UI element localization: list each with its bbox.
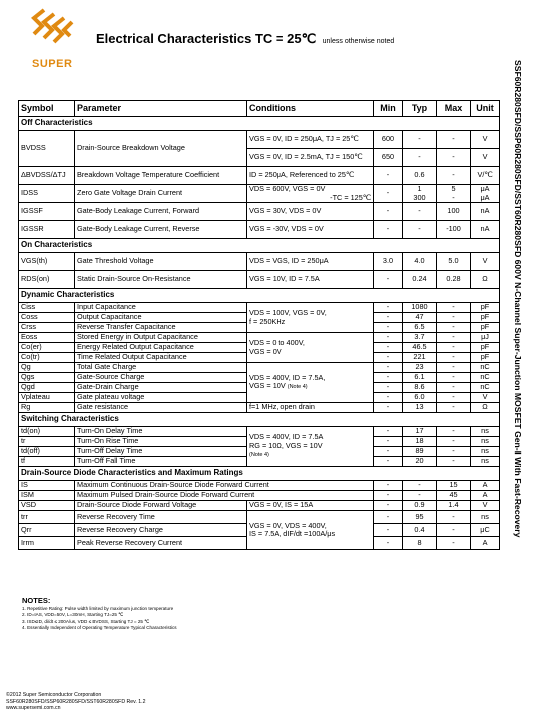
cell-typ: 8.6 <box>403 383 437 393</box>
table-row <box>19 221 500 239</box>
cell-min: - <box>374 167 403 185</box>
cell-min: - <box>374 383 403 393</box>
cell-condition <box>247 511 374 550</box>
cell-symbol: IS <box>19 481 75 491</box>
cell-unit: ns <box>471 511 500 524</box>
idss-cond-2: -TC = 125℃ <box>330 192 371 202</box>
cell-parameter: Turn-On Delay Time <box>75 427 247 437</box>
cell-symbol: td(off) <box>19 447 75 457</box>
cell-symbol: Qrr <box>19 524 75 537</box>
cell-min: - <box>374 457 403 467</box>
cell-symbol: VSD <box>19 501 75 511</box>
cell-max: - <box>437 353 471 363</box>
cell-typ: - <box>403 481 437 491</box>
cell-unit: Ω <box>471 271 500 289</box>
cell-typ: 95 <box>403 511 437 524</box>
cell-max: 0.28 <box>437 271 471 289</box>
cell-unit: nC <box>471 383 500 393</box>
cell-unit: nC <box>471 373 500 383</box>
cell-min: - <box>374 303 403 313</box>
cell-symbol: Vplateau <box>19 393 75 403</box>
cell-min: - <box>374 393 403 403</box>
note-item: 2. ID=IAS, VDD=50V, L=30mH, Starting TJ=25 ℃ <box>22 612 124 618</box>
cell-condition: VDS = VGS, ID = 250μA <box>247 253 374 271</box>
cell-max: 5.0 <box>437 253 471 271</box>
dyn-cond-1a: VDS = 100V, VGS = 0V, <box>249 308 327 318</box>
cell-symbol: tf <box>19 457 75 467</box>
cell-condition: VGS = 0V, ID = 2.5mA, TJ = 150℃ <box>247 149 374 167</box>
side-part-number: SSF60R280SFD/SSP60R280SFD/SST60R280SFD 600V N-Channel Super-Junction MOSFET Gen-Ⅱ With Fast-Recovery <box>513 60 523 538</box>
cell-min: - <box>374 373 403 383</box>
cell-symbol: IDSS <box>19 185 75 203</box>
cell-condition <box>247 363 374 403</box>
cell-unit: μJ <box>471 333 500 343</box>
cell-min: - <box>374 427 403 437</box>
cell-min: - <box>374 221 403 239</box>
cell-max: - <box>437 383 471 393</box>
cell-parameter: Time Related Output Capacitance <box>75 353 247 363</box>
cell-typ: 23 <box>403 363 437 373</box>
cell-typ: 13 <box>403 403 437 413</box>
cell-max: - <box>437 167 471 185</box>
cell-max: - <box>437 537 471 550</box>
cell-typ: 18 <box>403 437 437 447</box>
notes <box>22 598 177 632</box>
cell-min: - <box>374 363 403 373</box>
table-row <box>19 481 500 491</box>
idss-unit-2: μA <box>480 192 490 202</box>
cell-condition: VGS = 30V, VDS = 0V <box>247 203 374 221</box>
cell-typ: - <box>403 221 437 239</box>
cell-condition <box>247 185 374 203</box>
note-item: 1. Repetitive Rating: Pulse width limited by maximum junction temperature <box>22 605 174 611</box>
cell-parameter: Static Drain-Source On-Resistance <box>75 271 247 289</box>
cell-symbol: ΔBVDSS/ΔTJ <box>19 167 75 185</box>
cell-symbol: VGS(th) <box>19 253 75 271</box>
note-item: 3. ISD≤ID, di/dt ≤ 200A/us, VDD ≤ BVDSS, Starting TJ = 25 ℃ <box>22 618 150 624</box>
revision: SSF60R280SFD/SSP60R280SFD/SST60R280SFD Rev. 1.2 <box>6 698 146 705</box>
cell-parameter: Energy Related Output Capacitance <box>75 343 247 353</box>
cell-typ: 0.4 <box>403 524 437 537</box>
cell-symbol: Qg <box>19 363 75 373</box>
cell-max: 100 <box>437 203 471 221</box>
table-header <box>19 101 500 117</box>
cell-unit: A <box>471 491 500 501</box>
section-switching: Switching Characteristics <box>19 413 500 427</box>
rr-cond-b: IS = 7.5A, dIF/dt =100A/μs <box>249 529 336 538</box>
cell-unit: V <box>471 393 500 403</box>
cell-typ: 17 <box>403 427 437 437</box>
idss-unit-1: μA <box>480 184 490 194</box>
cell-symbol: Qgs <box>19 373 75 383</box>
cell-min: - <box>374 481 403 491</box>
section-dynamic: Dynamic Characteristics <box>19 289 500 303</box>
table-row <box>19 185 500 203</box>
cell-unit: ns <box>471 427 500 437</box>
cell-unit: nA <box>471 221 500 239</box>
cell-symbol: Co(er) <box>19 343 75 353</box>
cell-unit: ns <box>471 447 500 457</box>
super-logo-icon <box>30 8 74 56</box>
dyn-cond-2b: VGS = 0V <box>249 346 282 356</box>
cell-parameter: Gate-Drain Charge <box>75 383 247 393</box>
cell-condition <box>247 303 374 333</box>
cell-typ: 6.5 <box>403 323 437 333</box>
cell-symbol: tr <box>19 437 75 447</box>
cell-unit: pF <box>471 303 500 313</box>
sw-cond-b: RG = 10Ω, VGS = 10V <box>249 440 323 450</box>
cell-symbol: IGSSR <box>19 221 75 239</box>
header-symbol: Symbol <box>19 101 75 117</box>
cell-unit: pF <box>471 323 500 333</box>
cell-typ: 0.9 <box>403 501 437 511</box>
dyn-cond-3c: (Note 4) <box>287 384 308 390</box>
cell-typ: - <box>403 203 437 221</box>
cell-min: - <box>374 185 403 203</box>
cell-condition: VGS = -30V, VDS = 0V <box>247 221 374 239</box>
cell-parameter: Input Capacitance <box>75 303 247 313</box>
cell-parameter: Reverse Recovery Time <box>75 511 247 524</box>
cell-condition: VGS = 0V, IS = 15A <box>247 501 374 511</box>
cell-max: - <box>437 437 471 447</box>
cell-min: 650 <box>374 149 403 167</box>
cell-parameter: Turn-On Rise Time <box>75 437 247 447</box>
table-row <box>19 131 500 149</box>
cell-condition <box>247 333 374 363</box>
cell-unit: V <box>471 149 500 167</box>
electrical-characteristics-table <box>18 100 500 550</box>
header-min: Min <box>374 101 403 117</box>
cell-parameter: Output Capacitance <box>75 313 247 323</box>
title-sub: unless otherwise noted <box>322 38 395 45</box>
cell-max: - <box>437 524 471 537</box>
cell-symbol: IGSSF <box>19 203 75 221</box>
cell-typ: - <box>403 131 437 149</box>
cell-parameter: Reverse Transfer Capacitance <box>75 323 247 333</box>
cell-min: - <box>374 491 403 501</box>
brand-name: SUPER <box>32 58 73 70</box>
section-diode: Drain-Source Diode Characteristics and Maximum Ratings <box>19 467 500 481</box>
cell-symbol: Irrm <box>19 537 75 550</box>
cell-typ: 3.7 <box>403 333 437 343</box>
cell-typ: 6.1 <box>403 373 437 383</box>
table-row <box>19 491 500 501</box>
cell-unit: nC <box>471 363 500 373</box>
cell-unit: pF <box>471 313 500 323</box>
cell-parameter: Stored Energy in Output Capacitance <box>75 333 247 343</box>
header-max: Max <box>437 101 471 117</box>
cell-typ: - <box>403 491 437 501</box>
cell-max: -100 <box>437 221 471 239</box>
cell-max: 45 <box>437 491 471 501</box>
cell-min: - <box>374 501 403 511</box>
cell-typ: 6.0 <box>403 393 437 403</box>
cell-condition: f=1 MHz, open drain <box>247 403 374 413</box>
table-row <box>19 333 500 343</box>
cell-min: - <box>374 511 403 524</box>
cell-parameter: Gate plateau voltage <box>75 393 247 403</box>
title-main: Electrical Characteristics TC = 25℃ <box>96 31 317 46</box>
cell-max: - <box>437 457 471 467</box>
cell-symbol: Coss <box>19 313 75 323</box>
cell-condition <box>247 427 374 467</box>
cell-min: 3.0 <box>374 253 403 271</box>
table-row <box>19 167 500 185</box>
cell-parameter: Drain-Source Breakdown Voltage <box>75 131 247 167</box>
cell-symbol: Qgd <box>19 383 75 393</box>
cell-unit: pF <box>471 343 500 353</box>
header-conditions: Conditions <box>247 101 374 117</box>
cell-max <box>437 185 471 203</box>
cell-unit: Ω <box>471 403 500 413</box>
cell-parameter: Maximum Continuous Drain-Source Diode Forward Current <box>75 481 374 491</box>
cell-unit: A <box>471 481 500 491</box>
cell-max: - <box>437 333 471 343</box>
cell-symbol: Eoss <box>19 333 75 343</box>
section-off: Off Characteristics <box>19 117 500 131</box>
cell-symbol: Crss <box>19 323 75 333</box>
cell-symbol: td(on) <box>19 427 75 437</box>
cell-max: 1.4 <box>437 501 471 511</box>
cell-max: - <box>437 393 471 403</box>
cell-min: 600 <box>374 131 403 149</box>
sw-cond-a: VDS = 400V, ID = 7.5A <box>249 432 324 442</box>
dyn-cond-2a: VDS = 0 to 400V, <box>249 338 305 348</box>
cell-max: 15 <box>437 481 471 491</box>
header-unit: Unit <box>471 101 500 117</box>
cell-condition: VGS = 0V, ID = 250μA, TJ = 25℃ <box>247 131 374 149</box>
cell-min: - <box>374 323 403 333</box>
cell-symbol: Rg <box>19 403 75 413</box>
cell-max: - <box>437 313 471 323</box>
cell-parameter: Turn-Off Delay Time <box>75 447 247 457</box>
cell-unit: ns <box>471 457 500 467</box>
cell-parameter: Breakdown Voltage Temperature Coefficient <box>75 167 247 185</box>
cell-unit: V <box>471 253 500 271</box>
cell-symbol: ISM <box>19 491 75 501</box>
website-link[interactable]: www.supersemi.com.cn <box>6 705 61 712</box>
cell-unit: nA <box>471 203 500 221</box>
table-row <box>19 427 500 437</box>
cell-condition: ID = 250μA, Referenced to 25℃ <box>247 167 374 185</box>
cell-typ: 47 <box>403 313 437 323</box>
header-parameter: Parameter <box>75 101 247 117</box>
table-row <box>19 511 500 524</box>
cell-symbol: Co(tr) <box>19 353 75 363</box>
copyright: ©2012 Super Semiconductor Corporation <box>6 692 102 698</box>
cell-max: - <box>437 447 471 457</box>
cell-parameter: Maximum Pulsed Drain-Source Diode Forward Current <box>75 491 374 501</box>
table-row <box>19 203 500 221</box>
table-row <box>19 363 500 373</box>
cell-min: - <box>374 203 403 221</box>
section-on: On Characteristics <box>19 239 500 253</box>
dyn-cond-3a: VDS = 400V, ID = 7.5A, <box>249 372 326 382</box>
cell-max: - <box>437 427 471 437</box>
cell-unit: V <box>471 131 500 149</box>
cell-parameter: Drain-Source Diode Forward Voltage <box>75 501 247 511</box>
rr-cond-a: VGS = 0V, VDS = 400V, <box>249 520 327 530</box>
cell-min: - <box>374 353 403 363</box>
cell-min: - <box>374 313 403 323</box>
cell-parameter: Total Gate Charge <box>75 363 247 373</box>
cell-max: - <box>437 131 471 149</box>
cell-typ: 0.24 <box>403 271 437 289</box>
cell-parameter: Turn-Off Fall Time <box>75 457 247 467</box>
idss-cond-1: VDS = 600V, VGS = 0V <box>249 184 326 194</box>
cell-max: - <box>437 363 471 373</box>
cell-parameter: Gate-Source Charge <box>75 373 247 383</box>
footer <box>6 692 145 712</box>
dyn-cond-3b: VGS = 10V <box>249 381 286 390</box>
cell-max: - <box>437 303 471 313</box>
cell-typ: 8 <box>403 537 437 550</box>
cell-typ <box>403 185 437 203</box>
cell-typ: 1080 <box>403 303 437 313</box>
cell-typ: - <box>403 149 437 167</box>
header-typ: Typ <box>403 101 437 117</box>
cell-typ: 0.6 <box>403 167 437 185</box>
cell-min: - <box>374 437 403 447</box>
idss-typ-1: 1 <box>417 184 422 194</box>
dyn-cond-1b: f = 250KHz <box>249 316 286 326</box>
cell-typ: 221 <box>403 353 437 363</box>
notes-title: NOTES: <box>22 596 51 605</box>
brand-logo <box>30 8 80 70</box>
cell-parameter: Gate-Body Leakage Current, Reverse <box>75 221 247 239</box>
page-title <box>96 30 394 48</box>
cell-max: - <box>437 511 471 524</box>
idss-typ-2: 300 <box>413 192 426 202</box>
cell-parameter: Gate resistance <box>75 403 247 413</box>
note-item: 4. Essentially Independent of Operating Temperature Typical Characteristics <box>22 625 177 631</box>
cell-max: - <box>437 343 471 353</box>
cell-min: - <box>374 343 403 353</box>
cell-parameter: Reverse Recovery Charge <box>75 524 247 537</box>
table-row <box>19 403 500 413</box>
cell-min: - <box>374 524 403 537</box>
cell-unit: V/℃ <box>471 167 500 185</box>
cell-unit: ns <box>471 437 500 447</box>
cell-typ: 20 <box>403 457 437 467</box>
cell-typ: 89 <box>403 447 437 457</box>
cell-min: - <box>374 403 403 413</box>
table-row <box>19 271 500 289</box>
cell-symbol: BVDSS <box>19 131 75 167</box>
table-row <box>19 253 500 271</box>
cell-parameter: Zero Gate Voltage Drain Current <box>75 185 247 203</box>
cell-parameter: Peak Reverse Recovery Current <box>75 537 247 550</box>
cell-max: - <box>437 373 471 383</box>
table-row <box>19 501 500 511</box>
cell-unit: A <box>471 537 500 550</box>
cell-min: - <box>374 537 403 550</box>
cell-symbol: Ciss <box>19 303 75 313</box>
cell-parameter: Gate Threshold Voltage <box>75 253 247 271</box>
table-row <box>19 303 500 313</box>
cell-parameter: Gate-Body Leakage Current, Forward <box>75 203 247 221</box>
cell-unit: pF <box>471 353 500 363</box>
idss-max-2: - <box>452 192 455 202</box>
cell-symbol: trr <box>19 511 75 524</box>
cell-min: - <box>374 447 403 457</box>
cell-typ: 4.0 <box>403 253 437 271</box>
cell-condition: VGS = 10V, ID = 7.5A <box>247 271 374 289</box>
cell-typ: 46.5 <box>403 343 437 353</box>
cell-unit: V <box>471 501 500 511</box>
cell-max: - <box>437 403 471 413</box>
cell-unit: μC <box>471 524 500 537</box>
idss-max-1: 5 <box>451 184 456 194</box>
cell-symbol: RDS(on) <box>19 271 75 289</box>
cell-min: - <box>374 271 403 289</box>
sw-cond-c: (Note 4) <box>249 452 269 459</box>
cell-max: - <box>437 149 471 167</box>
cell-min: - <box>374 333 403 343</box>
cell-unit <box>471 185 500 203</box>
cell-max: - <box>437 323 471 333</box>
